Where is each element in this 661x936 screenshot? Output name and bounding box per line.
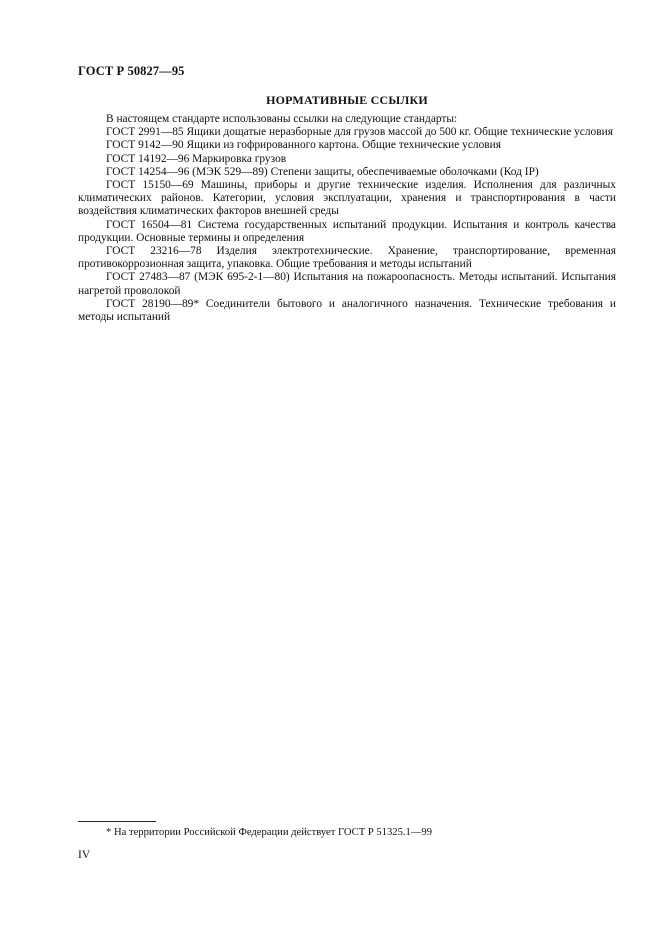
section-title: НОРМАТИВНЫЕ ССЫЛКИ (266, 93, 428, 107)
reference-item: ГОСТ 9142—90 Ящики из гофрированного картона. Общие технические условия (106, 139, 502, 152)
footnote-divider (78, 821, 156, 822)
reference-item: ГОСТ 27483—87 (МЭК 695-2-1—80) Испытания на пожароопасность. Методы испытаний. Испытания нагретой проволокой (78, 271, 616, 297)
reference-item: ГОСТ 14254—96 (МЭК 529—89) Степени защиты, обеспечиваемые оболочками (Код IP) (106, 165, 539, 178)
reference-item: ГОСТ 16504—81 Система государственных испытаний продукции. Испытания и контроль качества продукции. Основные термины и определения (78, 218, 616, 244)
intro-paragraph: В настоящем стандарте использованы ссылки на следующие стандарты: (106, 113, 458, 125)
footnote: * На территории Российской Федерации действует ГОСТ Р 51325.1—99 (106, 827, 433, 838)
reference-item: ГОСТ 28190—89* Соединители бытового и аналогичного назначения. Технические требования и методы испытаний (78, 297, 616, 324)
reference-item: ГОСТ 14192—96 Маркировка грузов (106, 152, 287, 165)
document-code-header: ГОСТ Р 50827—95 (78, 64, 185, 78)
reference-item: ГОСТ 23216—78 Изделия электротехнические. Хранение, транспортирование, временная противокоррозионная защита, упаковка. Общие требования и методы испытаний (78, 245, 616, 271)
references-body (78, 113, 616, 324)
reference-item: ГОСТ 2991—85 Ящики дощатые неразборные для грузов массой до 500 кг. Общие технические условия (106, 126, 613, 139)
page-number: IV (78, 849, 91, 861)
reference-item: ГОСТ 15150—69 Машины, приборы и другие технические изделия. Исполнения для различных климатических районов. Категории, условия эксплуатации, хранения и транспортирования в части воздействия климатических факторов внешней среды (78, 179, 616, 218)
